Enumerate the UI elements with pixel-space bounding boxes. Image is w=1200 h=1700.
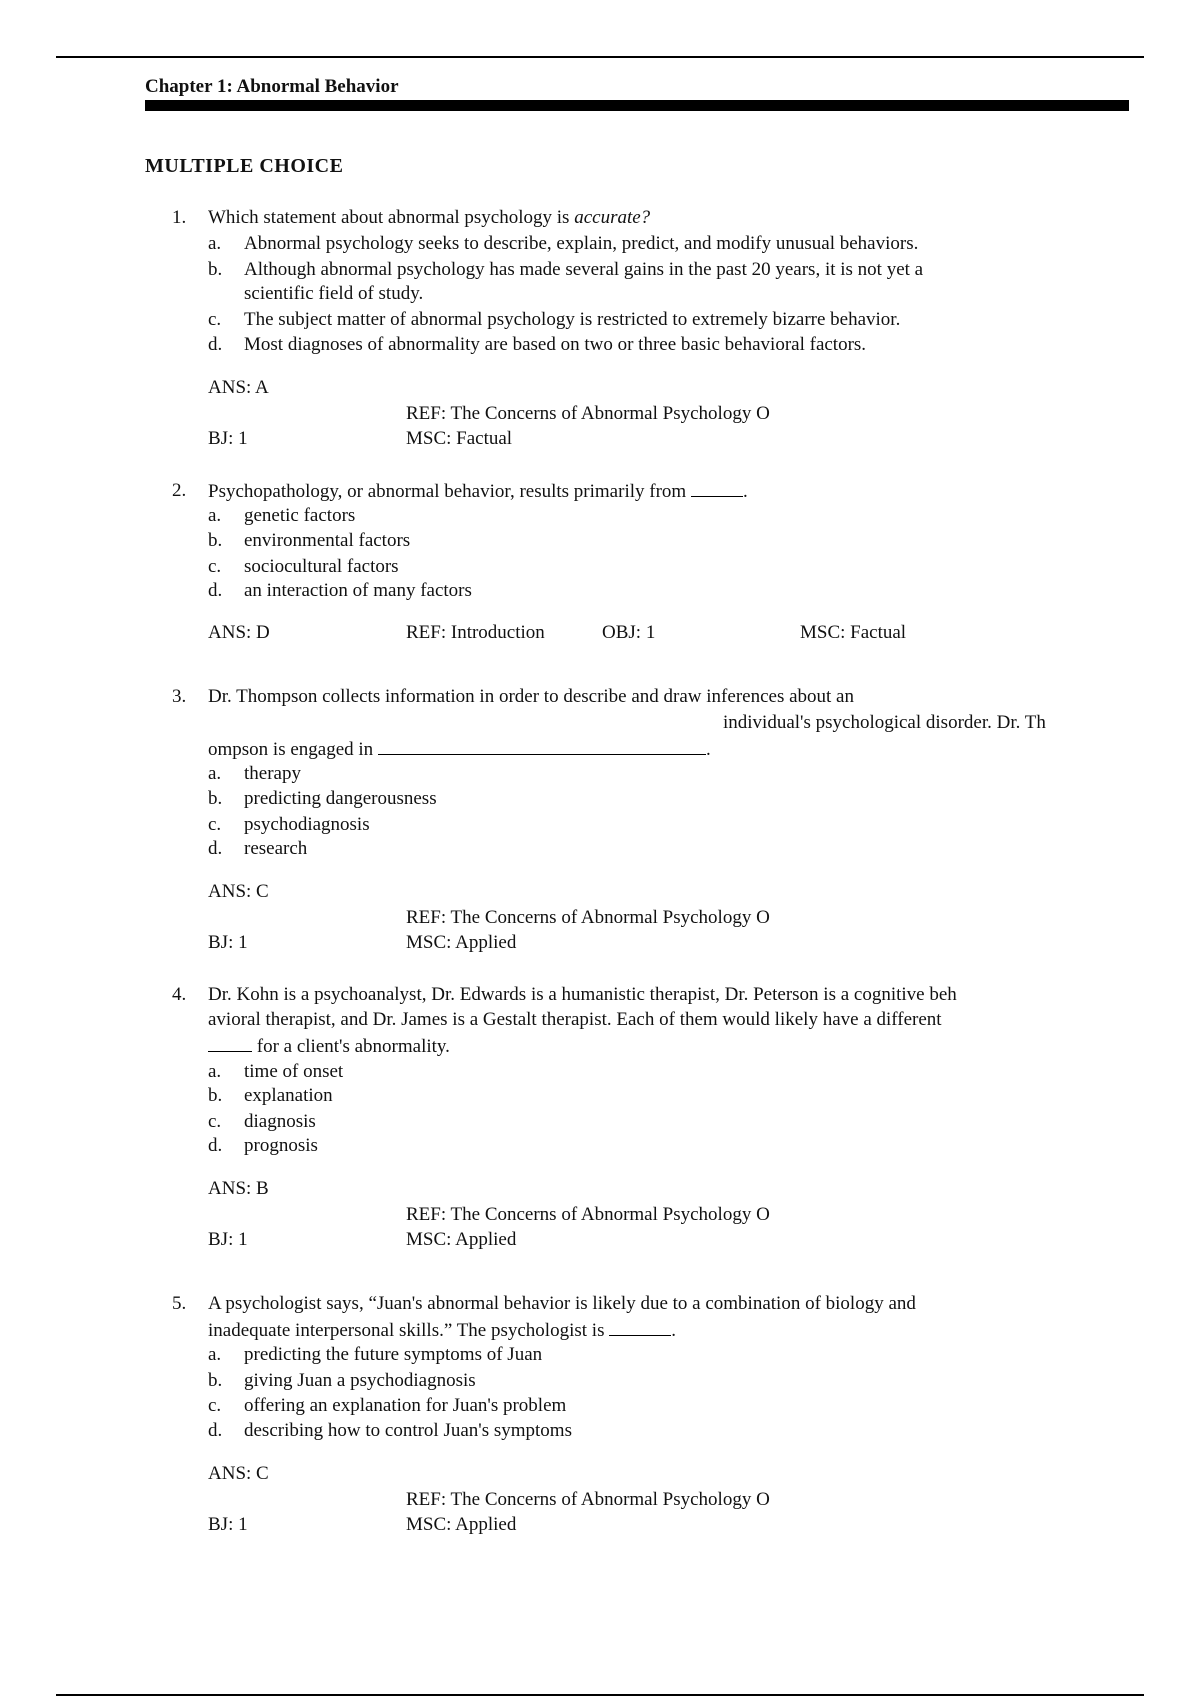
- option-text: an interaction of many factors: [244, 580, 472, 601]
- question-number: 3.: [172, 686, 187, 707]
- option-text: describing how to control Juan's symptoms: [244, 1420, 572, 1441]
- question-stem-cont: [208, 736, 711, 762]
- option-letter: c.: [208, 309, 222, 330]
- misc-type: MSC: Factual: [800, 622, 907, 643]
- option-text: Abnormal psychology seeks to describe, explain, predict, and modify unusual behaviors.: [244, 233, 919, 254]
- question-number: 4.: [172, 984, 187, 1005]
- answer: ANS: C: [208, 881, 269, 902]
- chapter-underline-bar: [145, 100, 1129, 111]
- option-letter: c.: [208, 814, 222, 835]
- option-text: giving Juan a psychodiagnosis: [244, 1370, 476, 1391]
- reference: REF: The Concerns of Abnormal Psychology O: [406, 403, 770, 424]
- answer: ANS: D: [208, 622, 270, 643]
- option-text: The subject matter of abnormal psychology is restricted to extremely bizarre behavior.: [244, 309, 901, 330]
- stem-text: Psychopathology, or abnormal behavior, results primarily from: [208, 481, 691, 502]
- answer: ANS: B: [208, 1178, 269, 1199]
- answer: ANS: A: [208, 377, 269, 398]
- option-letter: b.: [208, 530, 223, 551]
- option-text: predicting dangerousness: [244, 788, 437, 809]
- question-stem: Dr. Kohn is a psychoanalyst, Dr. Edwards is a humanistic therapist, Dr. Peterson is a cognitive beh: [208, 984, 957, 1005]
- misc-type: MSC: Applied: [406, 1514, 517, 1535]
- reference: REF: The Concerns of Abnormal Psychology O: [406, 907, 770, 928]
- option-text: offering an explanation for Juan's problem: [244, 1395, 567, 1416]
- option-letter: a.: [208, 763, 222, 784]
- question-stem-cont: [208, 1033, 450, 1059]
- option-letter: a.: [208, 233, 222, 254]
- option-letter: c.: [208, 556, 222, 577]
- option-text: time of onset: [244, 1061, 344, 1082]
- misc-type: MSC: Applied: [406, 1229, 517, 1250]
- option-letter: c.: [208, 1395, 222, 1416]
- option-text: predicting the future symptoms of Juan: [244, 1344, 543, 1365]
- chapter-title: Chapter 1: Abnormal Behavior: [145, 76, 399, 97]
- option-text: Although abnormal psychology has made several gains in the past 20 years, it is not yet a: [244, 259, 924, 280]
- reference: REF: Introduction: [406, 622, 545, 643]
- option-letter: a.: [208, 1344, 222, 1365]
- question-number: 5.: [172, 1293, 187, 1314]
- question-stem: Dr. Thompson collects information in order to describe and draw inferences about an: [208, 686, 854, 707]
- objective: BJ: 1: [208, 1514, 248, 1535]
- reference: REF: The Concerns of Abnormal Psychology O: [406, 1204, 770, 1225]
- option-letter: b.: [208, 788, 223, 809]
- question-stem-cont: individual's psychological disorder. Dr. Th: [723, 712, 1046, 733]
- option-letter: d.: [208, 1135, 223, 1156]
- section-title: MULTIPLE CHOICE: [145, 155, 344, 177]
- option-text: genetic factors: [244, 505, 356, 526]
- option-text: explanation: [244, 1085, 333, 1106]
- reference: REF: The Concerns of Abnormal Psychology O: [406, 1489, 770, 1510]
- option-text: sociocultural factors: [244, 556, 399, 577]
- top-rule: [56, 56, 1144, 58]
- misc-type: MSC: Applied: [406, 932, 517, 953]
- answer-blank: [609, 1317, 671, 1336]
- option-text: research: [244, 838, 308, 859]
- option-text: prognosis: [244, 1135, 318, 1156]
- option-text: environmental factors: [244, 530, 411, 551]
- misc-type: MSC: Factual: [406, 428, 513, 449]
- option-text: Most diagnoses of abnormality are based on two or three basic behavioral factors.: [244, 334, 867, 355]
- option-letter: c.: [208, 1111, 222, 1132]
- option-letter: d.: [208, 1420, 223, 1441]
- question-stem-cont: [208, 1317, 676, 1343]
- stem-text: for a client's abnormality.: [252, 1036, 450, 1057]
- question-number: 2.: [172, 480, 187, 501]
- bottom-rule: [56, 1694, 1144, 1696]
- objective: BJ: 1: [208, 1229, 248, 1250]
- option-letter: d.: [208, 334, 223, 355]
- option-letter: b.: [208, 259, 223, 280]
- option-letter: d.: [208, 580, 223, 601]
- question-stem: A psychologist says, “Juan's abnormal behavior is likely due to a combination of biology and: [208, 1293, 916, 1314]
- question-stem: [208, 478, 748, 504]
- option-text: therapy: [244, 763, 301, 784]
- answer-blank: [208, 1033, 252, 1052]
- objective: BJ: 1: [208, 428, 248, 449]
- stem-end: .: [671, 1320, 676, 1341]
- stem-text: inadequate interpersonal skills.” The psychologist is: [208, 1320, 610, 1341]
- option-text: psychodiagnosis: [244, 814, 370, 835]
- answer-blank: [691, 478, 743, 497]
- option-text: diagnosis: [244, 1111, 316, 1132]
- question-stem: [208, 205, 650, 230]
- option-letter: a.: [208, 505, 222, 526]
- option-text-cont: scientific field of study.: [244, 283, 424, 304]
- question-stem-cont: avioral therapist, and Dr. James is a Gestalt therapist. Each of them would likely have a different: [208, 1009, 942, 1030]
- stem-text: ompson is engaged in: [208, 739, 378, 760]
- question-number: 1.: [172, 207, 187, 228]
- answer: ANS: C: [208, 1463, 269, 1484]
- objective: BJ: 1: [208, 932, 248, 953]
- stem-end: .: [742, 481, 748, 502]
- answer-blank: [378, 736, 706, 755]
- stem-text: Which statement about abnormal psychology is: [208, 207, 575, 228]
- stem-italic: accurate?: [574, 207, 651, 228]
- option-letter: b.: [208, 1085, 223, 1106]
- stem-end: .: [705, 739, 711, 760]
- objective: OBJ: 1: [602, 622, 656, 643]
- option-letter: d.: [208, 838, 223, 859]
- option-letter: b.: [208, 1370, 223, 1391]
- option-letter: a.: [208, 1061, 222, 1082]
